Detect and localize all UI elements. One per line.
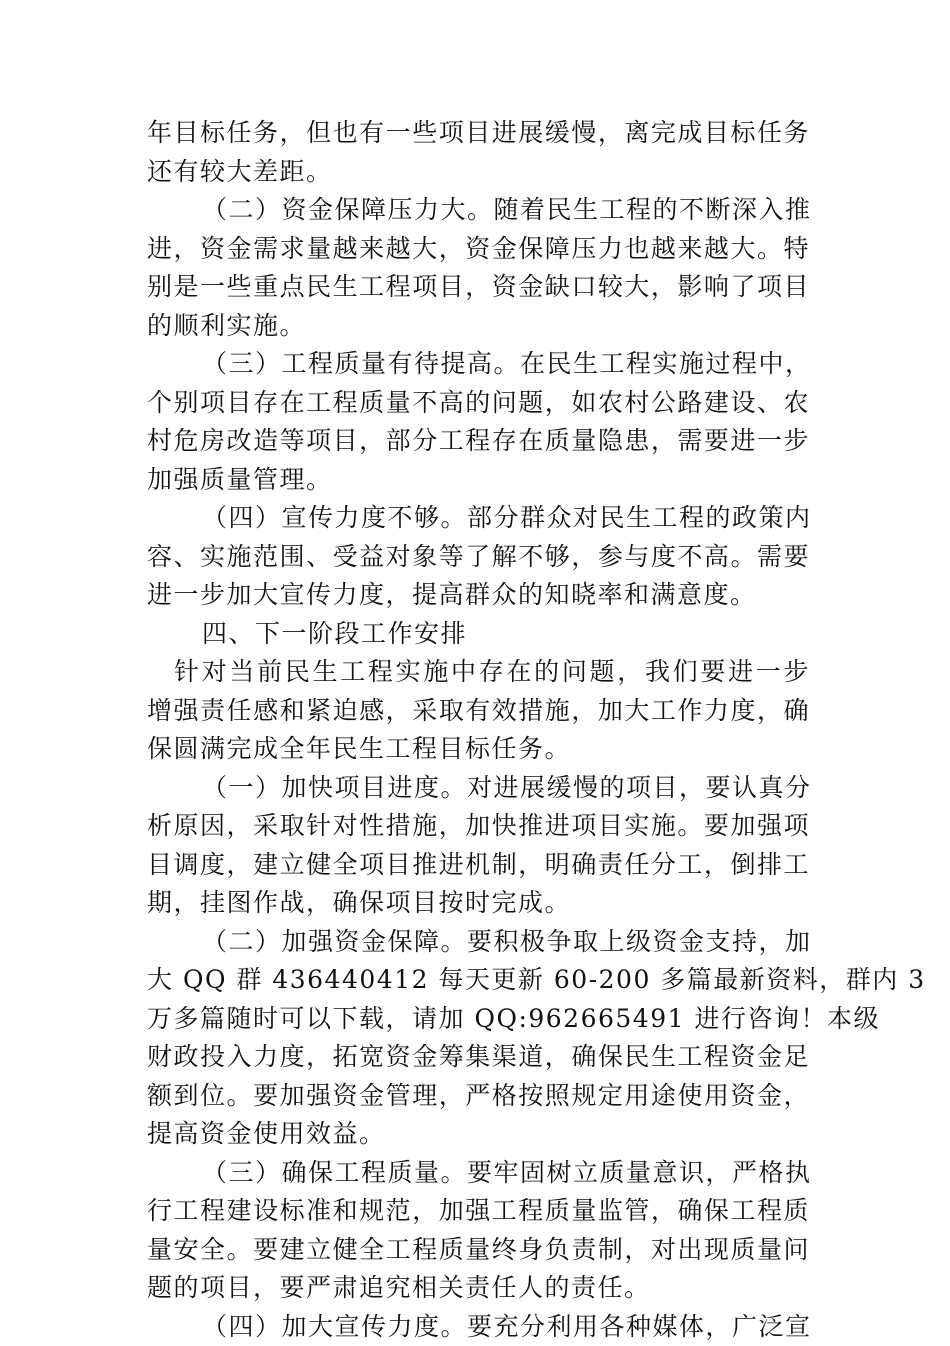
text-line: 额到位。要加强资金管理，严格按照规定用途使用资金， <box>147 1077 810 1116</box>
text-line: 析原因，采取针对性措施，加快推进项目实施。要加强项 <box>147 807 810 846</box>
text-line: 目调度，建立健全项目推进机制，明确责任分工，倒排工 <box>147 846 810 885</box>
text-line: 村危房改造等项目，部分工程存在质量隐患，需要进一步 <box>147 422 810 461</box>
paragraph-first-line: （四）宣传力度不够。部分群众对民生工程的政策内 <box>147 499 810 538</box>
text-line: 还有较大差距。 <box>147 153 810 192</box>
text-line: 万多篇随时可以下载，请加 QQ:962665491 进行咨询！本级 <box>147 1000 810 1039</box>
text-line: 量安全。要建立健全工程质量终身负责制，对出现质量问 <box>147 1231 810 1270</box>
text-line: 年目标任务，但也有一些项目进展缓慢，离完成目标任务 <box>147 114 810 153</box>
text-line: 增强责任感和紧迫感，采取有效措施，加大工作力度，确 <box>147 692 810 731</box>
text-line: 题的项目，要严肃追究相关责任人的责任。 <box>147 1269 810 1308</box>
text-line: 期，挂图作战，确保项目按时完成。 <box>147 884 810 923</box>
text-line: 进一步加大宣传力度，提高群众的知晓率和满意度。 <box>147 576 810 615</box>
text-line: 容、实施范围、受益对象等了解不够，参与度不高。需要 <box>147 538 810 577</box>
text-line: 财政投入力度，拓宽资金筹集渠道，确保民生工程资金足 <box>147 1038 810 1077</box>
paragraph-first-line: （四）加大宣传力度。要充分利用各种媒体，广泛宣 <box>147 1308 810 1346</box>
text-line: 大 QQ 群 436440412 每天更新 60-200 多篇最新资料，群内 3 <box>147 961 810 1000</box>
text-line: 个别项目存在工程质量不高的问题，如农村公路建设、农 <box>147 384 810 423</box>
text-line: 加强质量管理。 <box>147 461 810 500</box>
paragraph-first-line: （一）加快项目进度。对进展缓慢的项目，要认真分 <box>147 769 810 808</box>
document-body <box>147 114 810 1346</box>
text-line: 别是一些重点民生工程项目，资金缺口较大，影响了项目 <box>147 268 810 307</box>
paragraph-first-line: （二）加强资金保障。要积极争取上级资金支持，加 <box>147 923 810 962</box>
paragraph-first-line: （二）资金保障压力大。随着民生工程的不断深入推 <box>147 191 810 230</box>
paragraph-first-line: 针对当前民生工程实施中存在的问题，我们要进一步 <box>147 653 810 692</box>
section-heading: 四、下一阶段工作安排 <box>147 615 810 654</box>
text-line: 保圆满完成全年民生工程目标任务。 <box>147 730 810 769</box>
text-line: 提高资金使用效益。 <box>147 1115 810 1154</box>
paragraph-first-line: （三）工程质量有待提高。在民生工程实施过程中， <box>147 345 810 384</box>
text-line: 的顺利实施。 <box>147 307 810 346</box>
text-line: 进，资金需求量越来越大，资金保障压力也越来越大。特 <box>147 230 810 269</box>
text-line: 行工程建设标准和规范，加强工程质量监管，确保工程质 <box>147 1192 810 1231</box>
paragraph-first-line: （三）确保工程质量。要牢固树立质量意识，严格执 <box>147 1154 810 1193</box>
